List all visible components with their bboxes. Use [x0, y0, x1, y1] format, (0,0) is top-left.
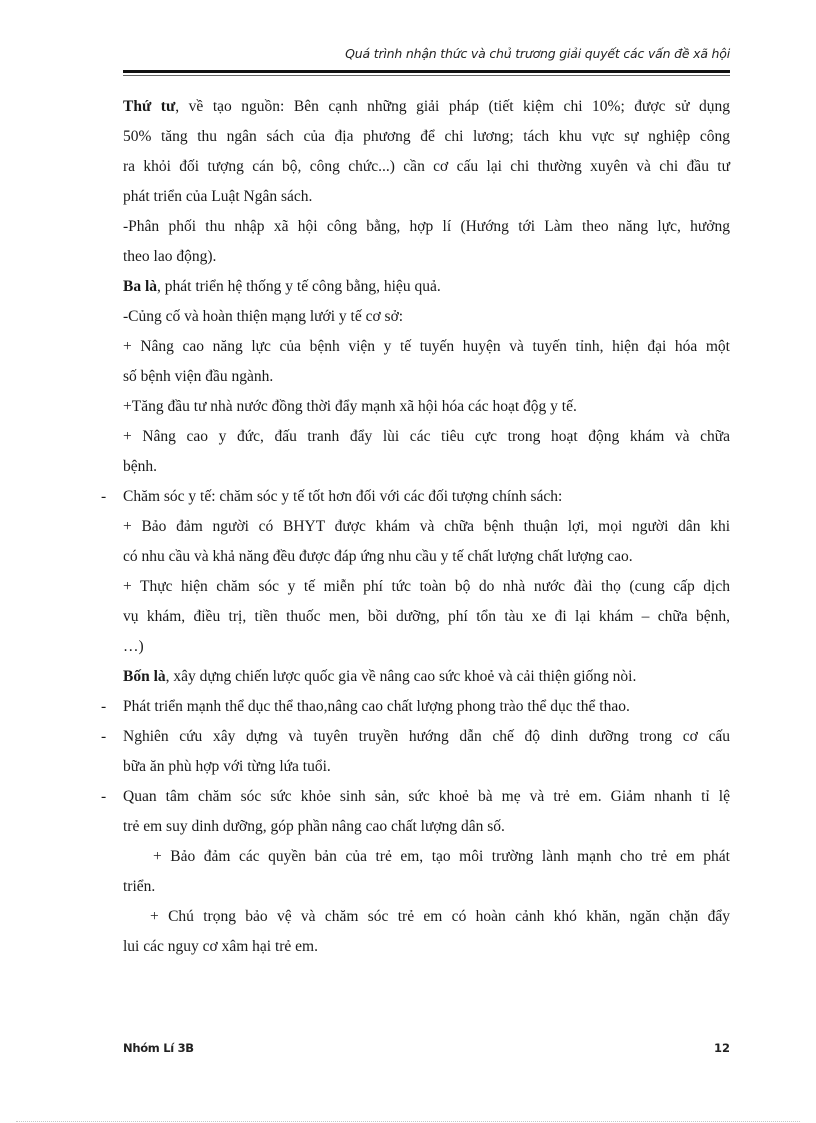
text-span: Chăm sóc y tế: chăm sóc y tế tốt hơn đối với các đối tượng chính sách: — [123, 488, 563, 505]
heading-thu-tu: Thứ tư — [123, 98, 176, 115]
dash-bullet-icon: - — [101, 488, 107, 505]
bullet-suc-khoe-sinh-san-line-2: trẻ em suy dinh dưỡng, góp phần nâng cao chất lượng dân số. — [123, 818, 505, 835]
dash-bullet-icon: - — [101, 728, 107, 745]
bullet-cham-soc-y-te — [101, 482, 730, 512]
paragraph-bhyt-line-2: có nhu cầu và khả năng đều được đáp ứng nhu cầu y tế chất lượng chất lượng cao. — [123, 548, 633, 565]
dash-bullet-icon: - — [101, 698, 107, 715]
paragraph-phan-phoi-line-1: -Phân phối thu nhập xã hội công bằng, hợp lí (Hướng tới Làm theo năng lực, hưởng — [123, 218, 730, 235]
paragraph-thu-tu-line-1 — [123, 92, 730, 122]
running-header-title: Quá trình nhận thức và chủ trương giải quyết các vấn đề xã hội — [345, 46, 730, 61]
paragraph-thu-tu-line-2: 50% tăng thu ngân sách của địa phương để chi lương; tách khu vực sự nghiệp công — [123, 128, 730, 145]
paragraph-nang-cao-nang-luc-line-1: + Nâng cao năng lực của bệnh viện y tế tuyến huyện và tuyến tỉnh, hiện đại hóa một — [123, 338, 730, 355]
paragraph-mien-phi-line-2: vụ khám, điều trị, tiền thuốc men, bồi dưỡng, phí tổn tàu xe đi lại khám – chữa bệnh, — [123, 608, 730, 625]
dash-bullet-icon: - — [101, 788, 107, 805]
bullet-dinh-duong-line-1 — [101, 722, 730, 752]
paragraph-tang-dau-tu: +Tăng đầu tư nhà nước đồng thời đẩy mạnh xã hội hóa các hoạt độg y tế. — [123, 398, 577, 415]
paragraph-ba-la — [123, 272, 730, 302]
header-rule-thick — [123, 70, 730, 73]
paragraph-mien-phi-line-3: …) — [123, 638, 144, 655]
bullet-suc-khoe-sinh-san-line-1 — [101, 782, 730, 812]
paragraph-y-duc-line-2: bệnh. — [123, 458, 158, 475]
header-rule-thin — [123, 75, 730, 76]
text-span: , xây dựng chiến lược quốc gia về nâng cao sức khoẻ và cải thiện giống nòi. — [165, 668, 637, 685]
heading-bon-la: Bốn là — [123, 668, 166, 685]
paragraph-thu-tu-line-3: ra khỏi đối tượng cán bộ, công chức...) cần cơ cấu lại chi thường xuyên và chi đầu tư — [123, 158, 730, 175]
text-span: Quan tâm chăm sóc sức khỏe sinh sản, sức khoẻ bà mẹ và trẻ em. Giảm nhanh tỉ lệ — [123, 788, 730, 805]
paragraph-bon-la — [123, 662, 730, 692]
text-span: Phát triển mạnh thể dục thể thao,nâng cao chất lượng phong trào thể dục thể thao. — [123, 698, 630, 715]
paragraph-mien-phi-line-1: + Thực hiện chăm sóc y tế miễn phí tức toàn bộ do nhà nước đài thọ (cung cấp dịch — [123, 578, 730, 595]
paragraph-bao-ve-tre-em-line-1: + Chú trọng bảo vệ và chăm sóc trẻ em có hoàn cảnh khó khăn, ngăn chặn đẩy — [150, 908, 730, 925]
bullet-dinh-duong-line-2: bữa ăn phù hợp với từng lứa tuổi. — [123, 758, 331, 775]
page-bottom-edge — [16, 1121, 800, 1122]
paragraph-quyen-tre-em-line-2: triển. — [123, 878, 156, 895]
paragraph-bao-ve-tre-em-line-2: lui các nguy cơ xâm hại trẻ em. — [123, 938, 318, 955]
page-body — [101, 92, 730, 962]
paragraph-thu-tu-line-4: phát triển của Luật Ngân sách. — [123, 188, 313, 205]
paragraph-cung-co: -Củng cố và hoàn thiện mạng lưới y tế cơ sở: — [123, 308, 404, 325]
paragraph-bhyt-line-1: + Bảo đảm người có BHYT được khám và chữa bệnh thuận lợi, mọi người dân khi — [123, 518, 730, 535]
footer-page-number: 12 — [713, 1041, 730, 1055]
bullet-the-duc-the-thao — [101, 692, 730, 722]
paragraph-phan-phoi-line-2: theo lao động). — [123, 248, 217, 265]
heading-ba-la: Ba là — [123, 278, 158, 295]
text-span: , phát triển hệ thống y tế công bằng, hiệu quả. — [157, 278, 441, 295]
footer-group-name: Nhóm Lí 3B — [123, 1041, 194, 1055]
paragraph-y-duc-line-1: + Nâng cao y đức, đấu tranh đẩy lùi các tiêu cực trong hoạt động khám và chữa — [123, 428, 730, 445]
paragraph-quyen-tre-em-line-1: + Bảo đảm các quyền bản của trẻ em, tạo môi trường lành mạnh cho trẻ em phát — [153, 848, 730, 865]
text-span: , về tạo nguồn: Bên cạnh những giải pháp (tiết kiệm chi 10%; được sử dụng — [175, 98, 730, 115]
text-span: Nghiên cứu xây dựng và tuyên truyền hướng dẫn chế độ dinh dưỡng trong cơ cấu — [123, 728, 730, 745]
paragraph-nang-cao-nang-luc-line-2: số bệnh viện đầu ngành. — [123, 368, 274, 385]
